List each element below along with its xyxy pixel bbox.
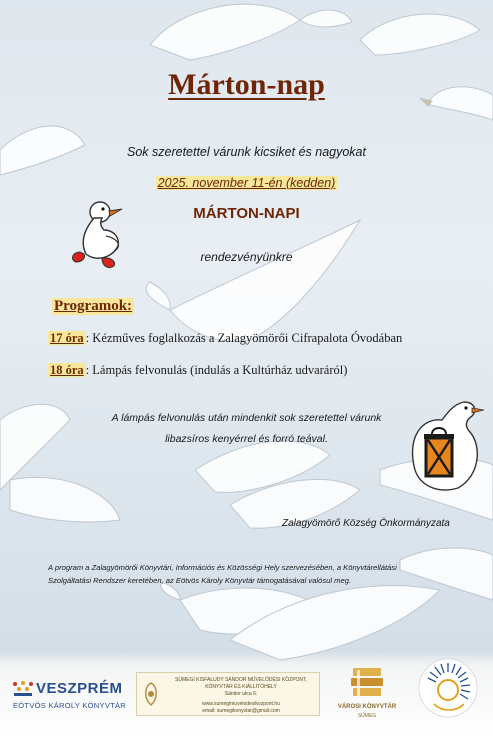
after-text-line: A lámpás felvonulás után mindenkit sok szeretettel várunk: [111, 412, 382, 424]
ornament-icon: [140, 681, 162, 707]
crown-icon: [12, 680, 34, 698]
varosi-logo-sub: SÜMEG: [357, 713, 377, 719]
footnote: [48, 562, 448, 588]
event-name: MÁRTON-NAPI: [193, 205, 300, 222]
event-date: [0, 176, 493, 190]
organizer-signature: Zalagyömörő Község Önkormányzata: [282, 518, 450, 529]
book-icon: [349, 666, 385, 700]
event-subtitle: rendezvényünkre: [200, 250, 293, 264]
program-item: [48, 363, 347, 378]
after-text-line: libazsíros kenyérrel és forró teával.: [165, 433, 328, 445]
program-description: : Kézműves foglalkozás a Zalagyömörői Cifrapalota Óvodában: [85, 331, 403, 345]
program-time: 17 óra: [50, 331, 84, 345]
invitation-text: Sok szeretettel várunk kicsiket és nagyokat: [126, 145, 366, 159]
veszprem-logo-name: VESZPRÉM: [36, 680, 123, 697]
footnote-line: Szolgáltatási Rendszer keretében, az Eötvös Károly Könyvtár támogatásával valósul meg.: [48, 575, 352, 585]
program-description: : Lámpás felvonulás (indulás a Kultúrház udvaráról): [85, 363, 348, 377]
event-date-text: 2025. november 11-én (kedden): [157, 176, 336, 190]
varosi-logo-name: VÁROSI KÖNYVTÁR: [337, 704, 397, 710]
page-title: Márton-nap: [168, 68, 325, 101]
veszprem-logo-sub: EÖTVÖS KÁROLY KÖNYVTÁR: [13, 701, 127, 710]
sumeg-logo-line: email: sumegikonyvtar@gmail.com: [202, 708, 280, 714]
program-item: [48, 331, 402, 346]
footnote-line: A program a Zalagyömörői Könyvtári, Információs és Közösségi Hely szervezésében, a Könyvtárellátási: [48, 563, 397, 572]
sumeg-logo-line: Sándor utca 6.: [224, 691, 258, 697]
veszprem-library-logo: [10, 676, 128, 720]
program-time: 18 óra: [50, 363, 84, 377]
library-network-emblem-icon: [416, 656, 480, 720]
sumeg-cultural-center-logo: [136, 672, 320, 716]
sumeg-logo-line: KÖNYVTÁR ÉS KIÁLLÍTÓHELY: [205, 684, 277, 690]
sumeg-logo-line: SÜMEGI KISFALUDY SÁNDOR MŰVELŐDÉSI KÖZPONT,: [175, 677, 307, 683]
varosi-library-logo: [332, 666, 402, 724]
programs-heading: Programok:: [54, 298, 133, 314]
sumeg-logo-line: www.sumegimuvelodesikozpont.hu: [202, 701, 280, 707]
